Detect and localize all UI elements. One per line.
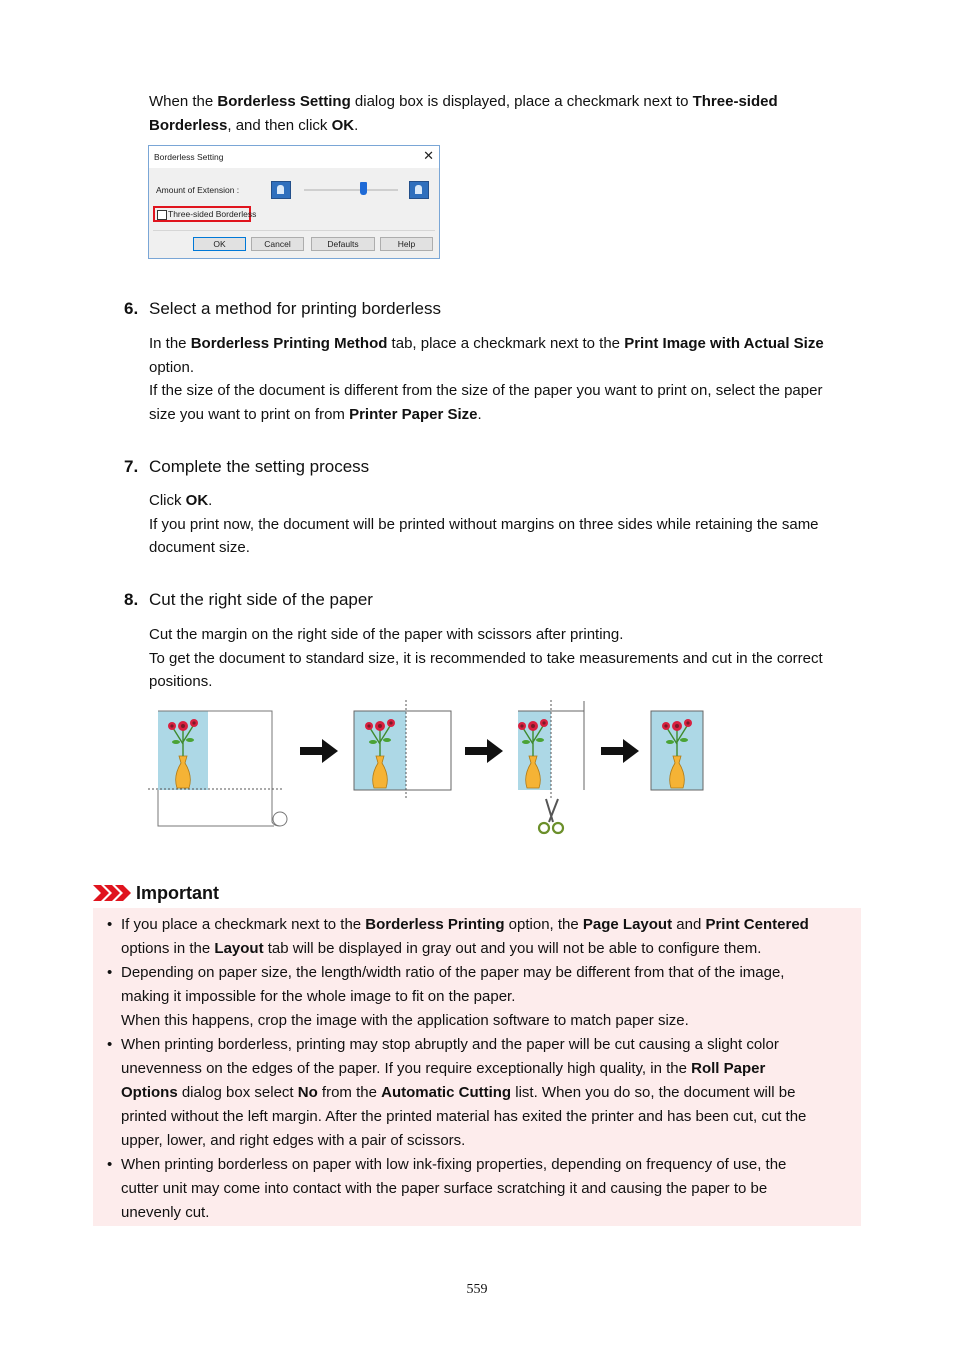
- close-icon[interactable]: ✕: [423, 148, 434, 163]
- step-6-number: 6.: [124, 299, 139, 318]
- important-bullet-4: • When printing borderless on paper with low ink-fixing properties, depending on frequency of use, the cutter unit may come into contact with the paper surface scratching it and causing the paper to be unevenly cut.: [121, 1153, 861, 1225]
- extension-small-icon: [271, 181, 291, 199]
- extension-large-icon: [409, 181, 429, 199]
- borderless-setting-dialog: [148, 145, 440, 259]
- stage-1-roll-paper: [148, 711, 287, 826]
- important-bullet-2: • Depending on paper size, the length/width ratio of the paper may be different from that of the image, making it impossible for the whole image to fit on the paper. When this happens, crop the image with the application software to match paper size.: [121, 961, 861, 1033]
- step-7-title: Complete the setting process: [149, 457, 370, 476]
- arrow-3: [601, 739, 639, 763]
- defaults-button[interactable]: Defaults: [311, 237, 375, 251]
- help-button[interactable]: Help: [380, 237, 433, 251]
- arrow-2: [465, 739, 503, 763]
- step-6-title: Select a method for printing borderless: [149, 299, 441, 318]
- step-8-title: Cut the right side of the paper: [149, 590, 373, 609]
- important-icon: [93, 885, 133, 901]
- three-sided-borderless-label: Three-sided Borderless: [168, 209, 257, 219]
- dialog-separator: [153, 230, 435, 231]
- stage-2-printed-sheet: [354, 700, 451, 799]
- dialog-title: Borderless Setting: [154, 152, 224, 162]
- step-8-number: 8.: [124, 590, 139, 609]
- amount-of-extension-label: Amount of Extension :: [156, 185, 240, 195]
- step-8-body: Cut the margin on the right side of the paper with scissors after printing. To get the document to standard size, it is recommended to take measurements and cut in the correct positions.: [149, 626, 823, 690]
- step-7-number: 7.: [124, 457, 139, 476]
- step-6-body: In the Borderless Printing Method tab, place a checkmark next to the Print Image with Actual Size option. If the size of the document is different from the size of the paper you want to print on, select the paper size you want to print on from Printer Paper Size.: [149, 335, 824, 423]
- step-7-body: Click OK. If you print now, the document will be printed without margins on three sides while retaining the same document size.: [149, 492, 819, 556]
- stage-3-cutting: [518, 700, 584, 833]
- cutting-process-illustration: [148, 698, 718, 840]
- arrow-1: [300, 739, 338, 763]
- intro-paragraph: When the Borderless Setting dialog box is displayed, place a checkmark next to Three-sided Borderless, and then click OK.: [149, 93, 778, 134]
- page-number: 559: [466, 1282, 488, 1297]
- ok-button[interactable]: OK: [193, 237, 246, 251]
- important-title: Important: [136, 883, 219, 903]
- dialog-title-bar: [149, 146, 439, 168]
- three-sided-borderless-checkbox[interactable]: [157, 210, 167, 220]
- important-bullet-1: • If you place a checkmark next to the Borderless Printing option, the Page Layout and Print Centered options in the Layout tab will be displayed in gray out and you will not be able to configure them.: [121, 913, 861, 961]
- scissors-icon: [539, 799, 563, 833]
- extension-slider-thumb[interactable]: [360, 182, 367, 195]
- stage-4-finished-print: [651, 711, 703, 790]
- important-bullet-3: • When printing borderless, printing may stop abruptly and the paper will be cut causing a slight color unevenness on the edges of the paper. If you require exceptionally high quality, in the Roll Paper Options dialog box select No from the Automatic Cutting list. When you do so, the document will be printed without the left margin. After the printed material has exited the printer and has been cut, cut the upper, lower, and right edges with a pair of scissors.: [121, 1033, 861, 1153]
- cancel-button[interactable]: Cancel: [251, 237, 304, 251]
- extension-slider-track[interactable]: [304, 189, 398, 191]
